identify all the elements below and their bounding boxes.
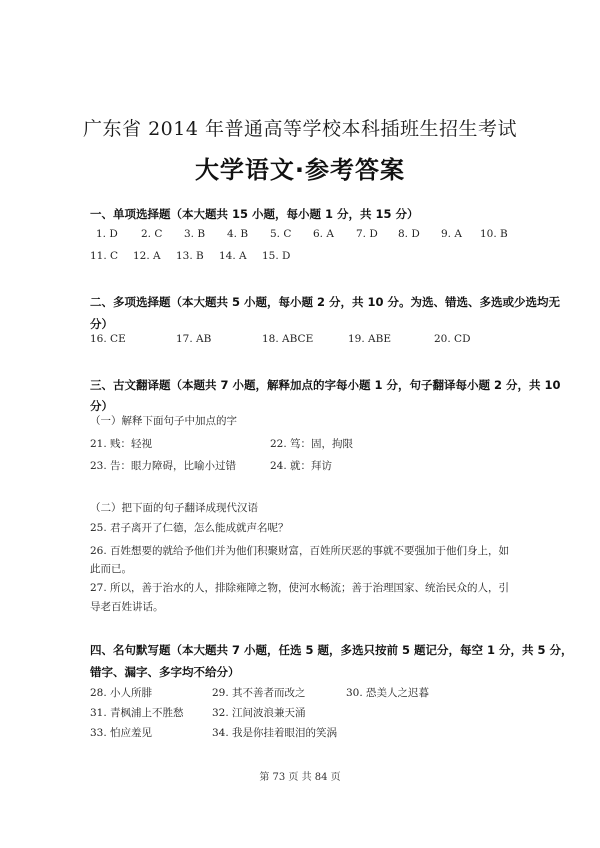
answer-30: 30. 恐美人之迟暮 bbox=[346, 687, 430, 699]
answer-20: 20. CD bbox=[434, 333, 471, 345]
answer-key-title: 大学语文·参考答案 bbox=[194, 156, 406, 184]
answer-26: 26. 百姓想要的就给予他们并为他们积聚财富，百姓所厌恶的事就不要强加于他们身上，如 bbox=[90, 545, 510, 557]
answer-28: 28. 小人所腓 bbox=[90, 687, 153, 699]
answer-4: 4. B bbox=[227, 228, 249, 240]
answer-33: 33. 怕应羞见 bbox=[90, 727, 153, 739]
answer-3: 3. B bbox=[184, 228, 206, 240]
answer-15: 15. D bbox=[262, 250, 291, 262]
answer-29: 29. 其不善者而改之 bbox=[212, 687, 306, 699]
answer-8: 8. D bbox=[398, 228, 420, 240]
answer-27-cont: 导老百姓讲话。 bbox=[90, 601, 164, 613]
answer-14: 14. A bbox=[219, 250, 247, 262]
answer-34: 34. 我是你挂着眼泪的笑涡 bbox=[212, 727, 338, 739]
answer-24: 24. 就：拜访 bbox=[270, 460, 333, 472]
answer-27: 27. 所以，善于治水的人，排除雍障之物，使河水畅流；善于治理国家、统治民众的人，引 bbox=[90, 582, 510, 594]
answer-21: 21. 贱：轻视 bbox=[90, 438, 153, 450]
answer-1: 1. D bbox=[96, 228, 118, 240]
section4-heading: 四、名句默写题（本大题共 7 小题，任选 5 题，多选只按前 5 题记分，每空 1 分，共 5 分， bbox=[90, 643, 573, 657]
answer-26-cont: 此而已。 bbox=[90, 563, 132, 575]
section4-heading-cont: 错字、漏字、多字均不给分） bbox=[90, 665, 240, 679]
section2-heading-cont: 分） bbox=[90, 317, 113, 331]
answer-13: 13. B bbox=[176, 250, 204, 262]
page-number: 第 73 页 共 84 页 bbox=[259, 772, 341, 783]
answer-31: 31. 青枫浦上不胜愁 bbox=[90, 707, 184, 719]
answer-18: 18. ABCE bbox=[262, 333, 314, 345]
answer-17: 17. AB bbox=[176, 333, 212, 345]
answer-23: 23. 告：眼力障碍，比喻小过错 bbox=[90, 460, 237, 472]
answer-7: 7. D bbox=[356, 228, 378, 240]
answer-12: 12. A bbox=[133, 250, 161, 262]
answer-2: 2. C bbox=[141, 228, 163, 240]
answer-10: 10. B bbox=[480, 228, 508, 240]
answer-25: 25. 君子离开了仁德，怎么能成就声名呢？ bbox=[90, 522, 289, 534]
part2-title: （二）把下面的句子翻译成现代汉语 bbox=[90, 502, 258, 514]
answer-11: 11. C bbox=[90, 250, 119, 262]
part1-title: （一）解释下面句子中加点的字 bbox=[90, 415, 237, 427]
answer-5: 5. C bbox=[270, 228, 292, 240]
section1-heading: 一、单项选择题（本大题共 15 小题，每小题 1 分，共 15 分） bbox=[90, 207, 419, 221]
answer-19: 19. ABE bbox=[348, 333, 391, 345]
section2-heading: 二、多项选择题（本大题共 5 小题，每小题 2 分，共 10 分。为选、错选、多选或少选均无 bbox=[90, 295, 561, 309]
answer-16: 16. CE bbox=[90, 333, 126, 345]
answer-6: 6. A bbox=[313, 228, 334, 240]
answer-32: 32. 江间波浪兼天涌 bbox=[212, 707, 306, 719]
exam-title: 广东省 2014 年普通高等学校本科插班生招生考试 bbox=[83, 118, 517, 140]
section3-heading-cont: 分） bbox=[90, 399, 113, 413]
answer-9: 9. A bbox=[441, 228, 462, 240]
answer-22: 22. 笃：固，拘限 bbox=[270, 438, 354, 450]
section3-heading: 三、古文翻译题（本题共 7 小题，解释加点的字每小题 1 分，句子翻译每小题 2 分，共 10 bbox=[90, 378, 561, 392]
